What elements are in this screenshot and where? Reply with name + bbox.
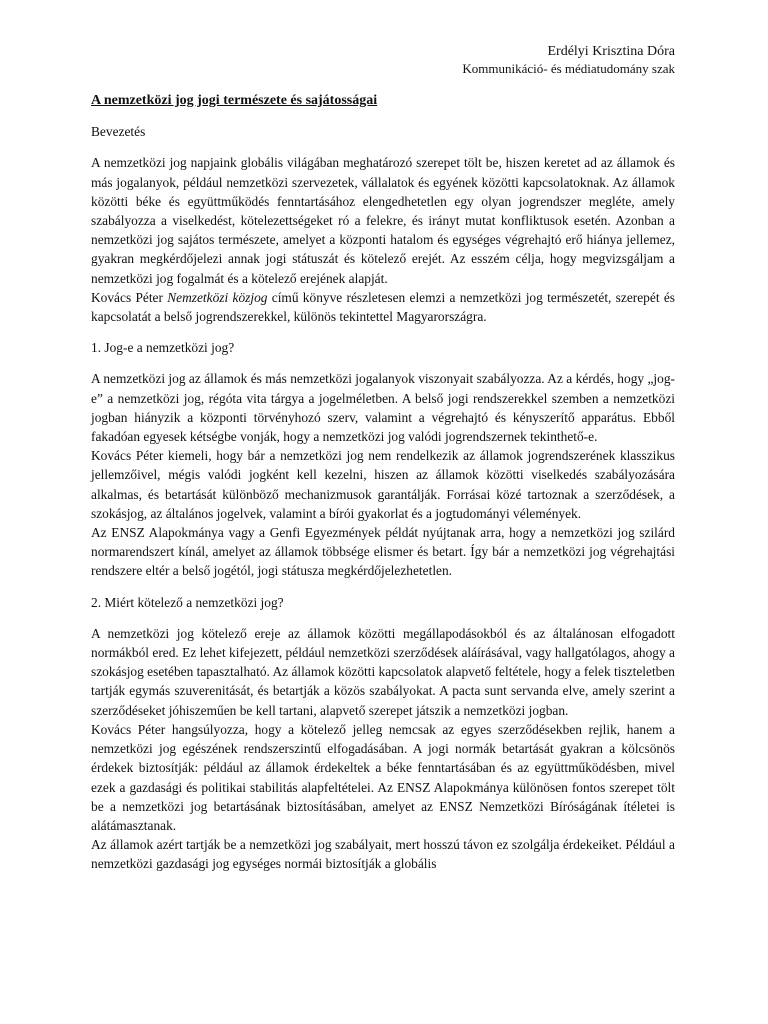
section-1-heading: 1. Jog-e a nemzetközi jog? [91,340,235,356]
document-page [91,42,675,874]
section-2-paragraph-3: Az államok azért tartják be a nemzetközi jog szabályait, mert hosszú távon ez szolgálja érdekeiket. Például a nemzetközi gazdasági jog egységes normái biztosítják a globális [91,837,675,872]
section-2-heading: 2. Miért kötelező a nemzetközi jog? [91,594,284,610]
section-1-paragraph-2: Kovács Péter kiemeli, hogy bár a nemzetközi jog nem rendelkezik az államok jogrendszerének klasszikus jellemzőivel, mégis valódi jogként kell kezelni, hiszen az államok közötti viselkedés szabályozására alkalmas, és betartását különböző mechanizmusok garantálják. Forrásai közé tartoznak a szerződések, a szokásjog, az általános jogelvek, valamint a bírói gyakorlat és a jogtudományi vélemények. [91,448,675,521]
section-1-paragraph-1: A nemzetközi jog az államok és más nemzetközi jogalanyok viszonyait szabályozza. Az a kérdés, hogy „jog-e” a nemzetközi jog, régóta vita tárgya a jogelméletben. A belső jogi rendszerekkel szemben a nemzetközi jogban hiányzik a központi törvényhozó szerv, valamint a végrehajtó és kényszerítő apparátus. Ebből fakadóan egyesek kétségbe vonják, hogy a nemzetközi jog valódi jogrendszernek tekinthető-e. [91,371,675,445]
intro-paragraph-1: A nemzetközi jog napjaink globális világában meghatározó szerepet tölt be, hiszen keretet ad az államok és más jogalanyok, például nemzetközi szervezetek, vállalatok és egyének közötti kapcsolatoknak. Az államok közötti béke és együttműködés fenntartásához elengedhetetlen egy olyan jogrendszer megléte, amely szabályozza a viselkedést, kötelezettségeket ró a felekre, és irányt mutat konfliktusok esetén. Azonban a nemzetközi jog sajátos természete, amelyet a központi hatalom és egységes végrehajtó erő hiánya jellemez, gyakran megkérdőjelezi annak jogi státuszát és kötelező erejét. Az esszém célja, hogy megvizsgáljam a nemzetközi jog fogalmát és a kötelező erejének alapját. [91,155,675,286]
author-name: Erdélyi Krisztina Dóra [547,44,675,59]
intro-heading: Bevezetés [91,124,146,140]
document-title: A nemzetközi jog jogi természete és sajátosságai [91,93,378,108]
section-2-paragraph-2: Kovács Péter hangsúlyozza, hogy a kötelező jelleg nemcsak az egyes szerződésekben rejlik, hanem a nemzetközi jog egészének rendszerszintű elfogadásában. A jogi normák betartását gyakran a kölcsönös érdekek biztosítják: például az államok érdekeltek a béke fenntartásában és az együttműködésben, mivel ezek a gazdasági és politikai stabilitás alapfeltételei. Az ENSZ Alapokmánya különösen fontos szerepet tölt be a nemzetközi jog betartásának biztosításában, amelyet az ENSZ Nemzetközi Bíróságának ítéletei is alátámasztanak. [91,721,675,833]
section-1-paragraph-3: Az ENSZ Alapokmánya vagy a Genfi Egyezmények példát nyújtanak arra, hogy a nemzetközi jog szilárd normarendszert kínál, amelyet az államok többsége elismer és betart. Így bár a nemzetközi jog végrehajtási rendszere eltér a belső jogétól, jogi státusza megkérdőjelezhetetlen. [91,525,675,579]
course-name: Kommunikáció- és médiatudomány szak [462,61,675,76]
section-2-paragraph-1: A nemzetközi jog kötelező ereje az államok közötti megállapodásokból és az általánosan elfogadott normákból ered. Ez lehet kifejezett, például nemzetközi szerződések aláírásával, vagy hallgatólagos, ahogy a szokásjog esetében tapasztalható. Az államok közötti kapcsolatok alapvető feltétele, hogy a felek tiszteletben tartják egymás szuverenitását, és betartják a közös szabályokat. A pacta sunt servanda elve, amely szerint a szerződéseket jóhiszeműen be kell tartani, alapvető szerepet játszik a nemzetközi jogban. [91,625,675,718]
intro-p2-before: Kovács Péter [91,289,168,305]
book-title: Nemzetközi közjog [167,289,268,305]
document-header [91,42,675,77]
intro-paragraph-2 [91,288,675,326]
intro-p2-after: című könyve részletesen elemzi a nemzetközi jog természetét, szerepét és kapcsolatát a belső jogrendszerekkel, különös tekintettel Magyarországra. [91,289,675,325]
